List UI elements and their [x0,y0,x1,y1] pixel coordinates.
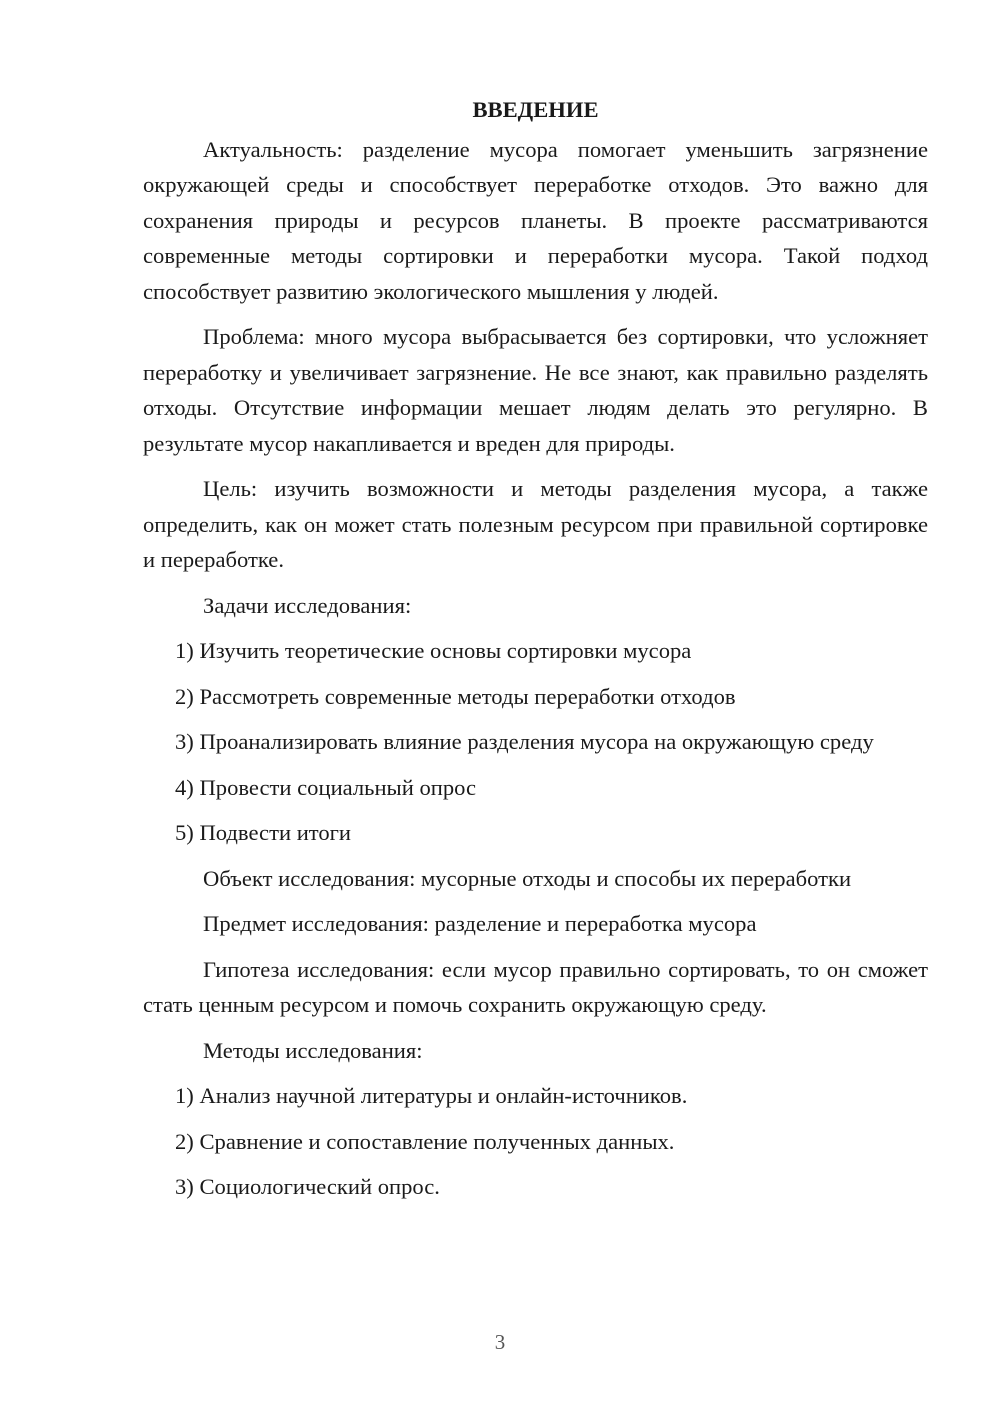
task-item: 2) Рассмотреть современные методы переработки отходов [175,683,736,709]
section-title: ВВЕДЕНИЕ [472,97,599,122]
method-item: 3) Социологический опрос. [175,1174,440,1199]
hypothesis-paragraph: Гипотеза исследования: если мусор правильно сортировать, то он сможет стать ценным ресурсом и помочь сохранить окружающую среду. [143,956,928,1017]
task-item: 5) Подвести итоги [175,820,352,845]
task-item: 4) Провести социальный опрос [175,774,477,800]
methods-heading: Методы исследования: [203,1037,423,1063]
goal-paragraph: Цель: изучить возможности и методы разделения мусора, а также определить, как он может стать полезным ресурсом при правильной сортировке и переработке. [143,476,928,572]
page-number: 3 [494,1330,506,1354]
method-item: 2) Сравнение и сопоставление полученных данных. [175,1128,675,1154]
object-paragraph: Объект исследования: мусорные отходы и способы их переработки [203,865,852,891]
task-item: 1) Изучить теоретические основы сортировки мусора [175,638,692,663]
relevance-paragraph: Актуальность: разделение мусора помогает уменьшить загрязнение окружающей среды и способствует переработке отходов. Это важно для сохранения природы и ресурсов планеты. В проекте рассматриваются современные методы сортировки и переработки мусора. Такой подход способствует развитию экологического мышления у людей. [143,136,928,304]
document-page [143,92,928,1215]
problem-paragraph: Проблема: много мусора выбрасывается без сортировки, что усложняет переработку и увеличивает загрязнение. Не все знают, как правильно разделять отходы. Отсутствие информации мешает людям делать это регулярно. В результате мусор накапливается и вреден для природы. [143,324,928,456]
subject-paragraph: Предмет исследования: разделение и переработка мусора [203,911,757,936]
tasks-heading: Задачи исследования: [203,592,412,618]
method-item: 1) Анализ научной литературы и онлайн-источников. [175,1083,688,1108]
task-item: 3) Проанализировать влияние разделения мусора на окружающую среду [175,729,874,754]
